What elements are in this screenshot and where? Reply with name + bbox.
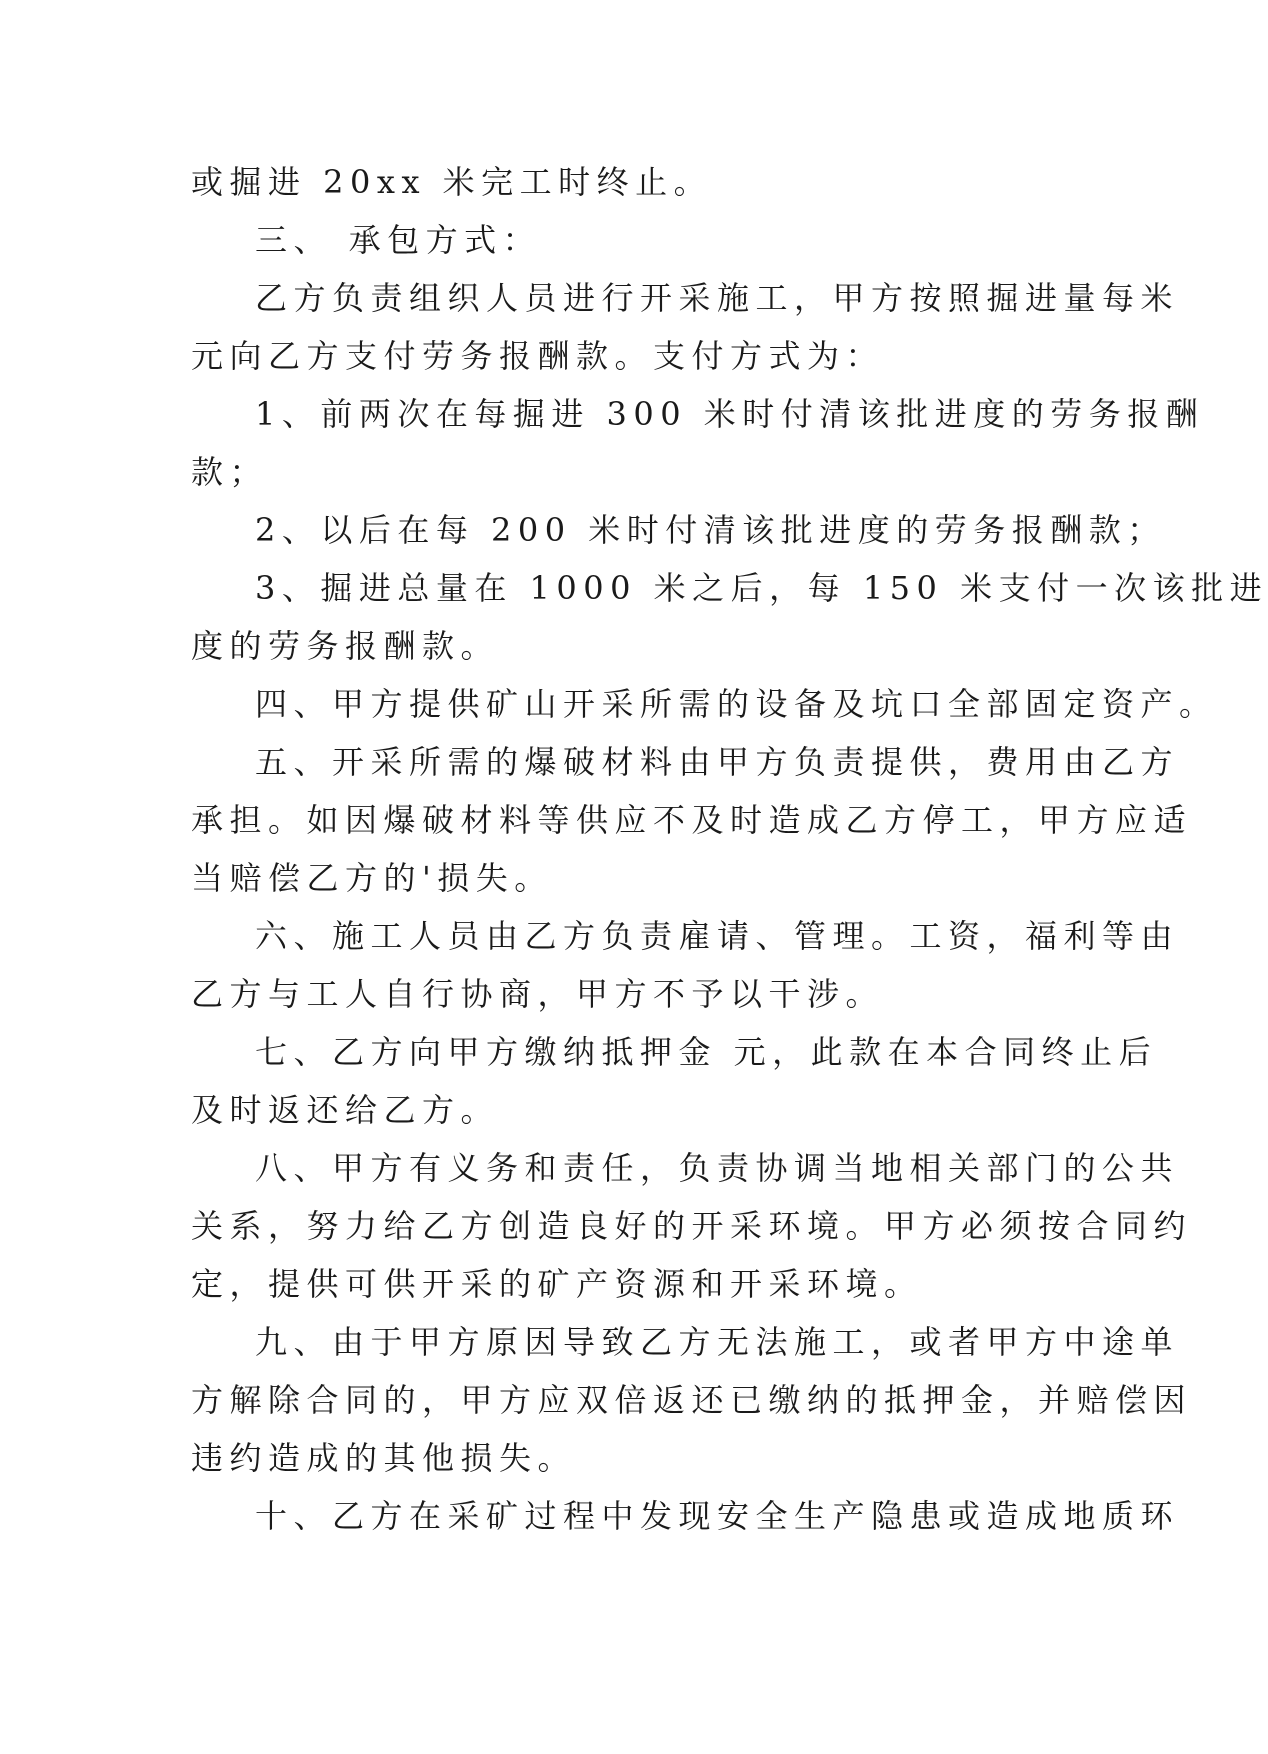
section-heading-3: 三、 承包方式： <box>255 221 542 259</box>
text-line-continuation: 或掘进 20xx 米完工时终止。 <box>191 163 713 201</box>
clause-7: 七、乙方向甲方缴纳抵押金 元，此款在本合同终止后 <box>255 1033 1158 1071</box>
paragraph-line: 乙方负责组织人员进行开采施工，甲方按照掘进量每米 <box>255 279 1180 317</box>
clause-7-continuation: 及时返还给乙方。 <box>191 1091 500 1129</box>
clause-8: 八、甲方有义务和责任，负责协调当地相关部门的公共 <box>255 1149 1180 1187</box>
clause-6-continuation: 乙方与工人自行协商，甲方不予以干涉。 <box>191 975 885 1013</box>
list-item-3: 3、掘进总量在 1000 米之后，每 150 米支付一次该批进 <box>255 569 1268 607</box>
clause-5-continuation: 承担。如因爆破材料等供应不及时造成乙方停工，甲方应适 <box>191 801 1193 839</box>
list-item-3-continuation: 度的劳务报酬款。 <box>191 627 500 665</box>
clause-8-continuation: 关系，努力给乙方创造良好的开采环境。甲方必须按合同约 <box>191 1207 1193 1245</box>
clause-4: 四、甲方提供矿山开采所需的设备及坑口全部固定资产。 <box>255 685 1218 723</box>
list-item-1: 1、前两次在每掘进 300 米时付清该批进度的劳务报酬 <box>255 395 1205 433</box>
clause-8-continuation: 定，提供可供开采的矿产资源和开采环境。 <box>191 1265 923 1303</box>
clause-9-continuation: 方解除合同的，甲方应双倍返还已缴纳的抵押金，并赔偿因 <box>191 1381 1193 1419</box>
clause-5-continuation: 当赔偿乙方的'损失。 <box>191 859 553 897</box>
clause-10: 十、乙方在采矿过程中发现安全生产隐患或造成地质环 <box>255 1497 1180 1535</box>
list-item-1-continuation: 款； <box>191 453 269 491</box>
clause-5: 五、开采所需的爆破材料由甲方负责提供，费用由乙方 <box>255 743 1180 781</box>
clause-9: 九、由于甲方原因导致乙方无法施工，或者甲方中途单 <box>255 1323 1180 1361</box>
list-item-2: 2、以后在每 200 米时付清该批进度的劳务报酬款； <box>255 511 1166 549</box>
clause-9-continuation: 违约造成的其他损失。 <box>191 1439 577 1477</box>
clause-6: 六、施工人员由乙方负责雇请、管理。工资，福利等由 <box>255 917 1180 955</box>
paragraph-line: 元向乙方支付劳务报酬款。支付方式为： <box>191 337 885 375</box>
document-body <box>191 153 1268 1545</box>
